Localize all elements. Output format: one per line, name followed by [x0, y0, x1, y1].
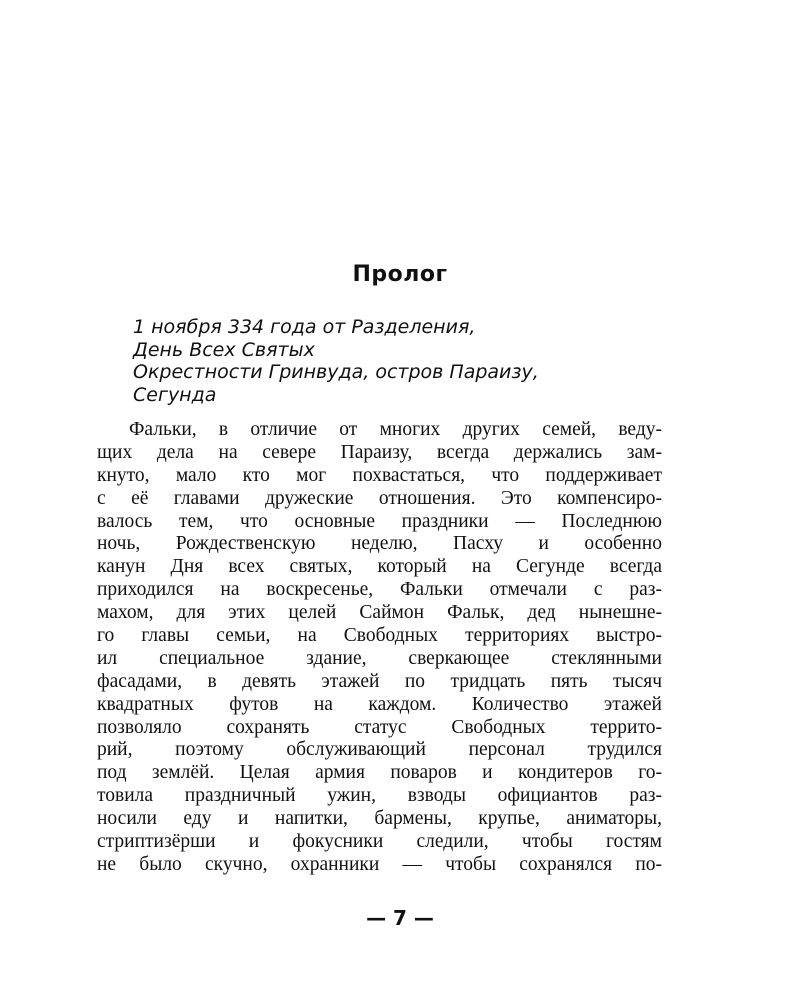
- text-line: ил специальное здание, сверкающее стеклянными: [97, 647, 662, 669]
- text-line: фасадами, в девять этажей по тридцать пять тысяч: [97, 670, 662, 692]
- text-line: под землёй. Целая армия поваров и кондитеров го-: [97, 762, 662, 784]
- text-line: рий, поэтому обслуживающий персонал трудился: [97, 739, 662, 761]
- text-line: ночь, Рождественскую неделю, Пасху и особенно: [97, 533, 662, 555]
- text-line: кнуто, мало кто мог похвастаться, что поддерживает: [97, 464, 662, 486]
- text-line: квадратных футов на каждом. Количество этажей: [97, 693, 662, 715]
- chapter-title: Пролог: [352, 262, 448, 287]
- text-line: с её главами дружеские отношения. Это компенсиро-: [97, 487, 662, 509]
- epigraph-line: День Всех Святых: [133, 338, 315, 361]
- epigraph: [133, 316, 673, 406]
- text-line: валось тем, что основные праздники — Последнюю: [97, 510, 662, 532]
- text-line: Фальки, в отличие от многих других семей, веду-: [129, 419, 662, 440]
- text-line: махом, для этих целей Саймон Фальк, дед нынешне-: [97, 602, 662, 624]
- text-line: щих дела на севере Параизу, всегда держались зам-: [97, 441, 662, 463]
- text-line: го главы семьи, на Свободных территориях выстро-: [97, 625, 662, 647]
- epigraph-line: Окрестности Гринвуда, остров Параизу,: [133, 361, 539, 383]
- text-line: канун Дня всех святых, который на Сегунде всегда: [97, 556, 662, 578]
- page-number: — 7 —: [366, 906, 434, 930]
- text-line: товила праздничный ужин, взводы официантов раз-: [97, 785, 662, 807]
- text-line: не было скучно, охранники — чтобы сохранялся по-: [97, 853, 662, 875]
- epigraph-line: Сегунда: [133, 383, 217, 406]
- text-line: носили еду и напитки, бармены, крупье, аниматоры,: [97, 808, 662, 830]
- body-paragraph: [97, 419, 662, 877]
- text-line: приходился на воскресенье, Фальки отмечали с раз-: [97, 579, 662, 601]
- text-line: стриптизёрши и фокусники следили, чтобы гостям: [97, 831, 662, 853]
- text-line: позволяло сохранять статус Свободных террито-: [97, 716, 662, 738]
- epigraph-line: 1 ноября 334 года от Разделения,: [133, 316, 476, 338]
